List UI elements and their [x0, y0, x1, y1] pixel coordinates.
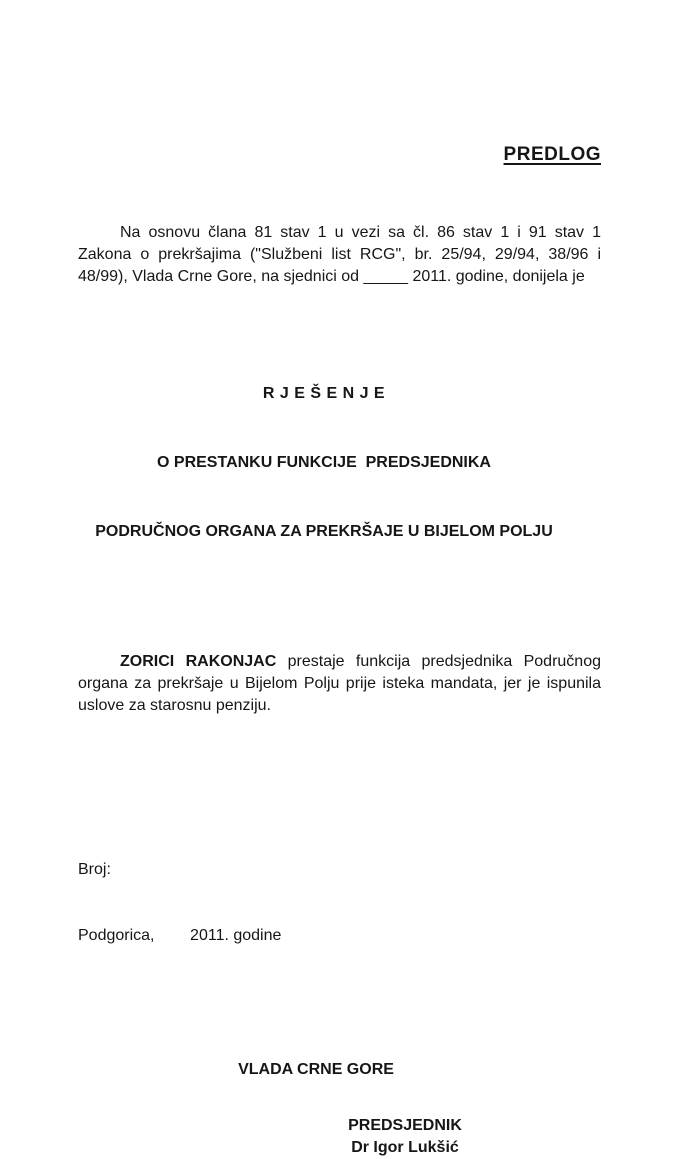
title-block [78, 336, 570, 589]
signature-block [285, 1115, 525, 1159]
title-line-rjesenje: R J E Š E N J E [262, 385, 386, 402]
number-line: Broj: [78, 861, 111, 878]
government-name: VLADA CRNE GORE [238, 1061, 394, 1078]
title-line-subject: O PRESTANKU FUNKCIJE PREDSJEDNIKA [157, 454, 491, 471]
intro-paragraph: Na osnovu člana 81 stav 1 u vezi sa čl. 86 stav 1 i 91 stav 1 Zakona o prekršajima ("Službeni list RCG", br. 25/94, 29/94, 38/96 i 48/99), Vlada Crne Gore, na sjednici od _____ 2011. godine, donijela je [78, 224, 601, 285]
number-place-block [78, 815, 601, 991]
decision-text: prestaje funkcija predsjednika Područnog organa za prekršaje u Bijelom Polju prije isteka mandata, jer je ispunila uslove za starosnu penziju. [78, 653, 601, 714]
signature-title: PREDSJEDNIK [348, 1117, 462, 1134]
title-line-organ: PODRUČNOG ORGANA ZA PREKRŠAJE U BIJELOM POLJU [95, 523, 553, 540]
decision-paragraph [78, 651, 601, 717]
person-name: ZORICI RAKONJAC [120, 653, 277, 670]
document-page [0, 142, 679, 1156]
signature-name: Dr Igor Lukšić [351, 1139, 459, 1156]
document-label-predlog: PREDLOG [503, 144, 601, 165]
place-date-line: Podgorica, 2011. godine [78, 927, 282, 944]
